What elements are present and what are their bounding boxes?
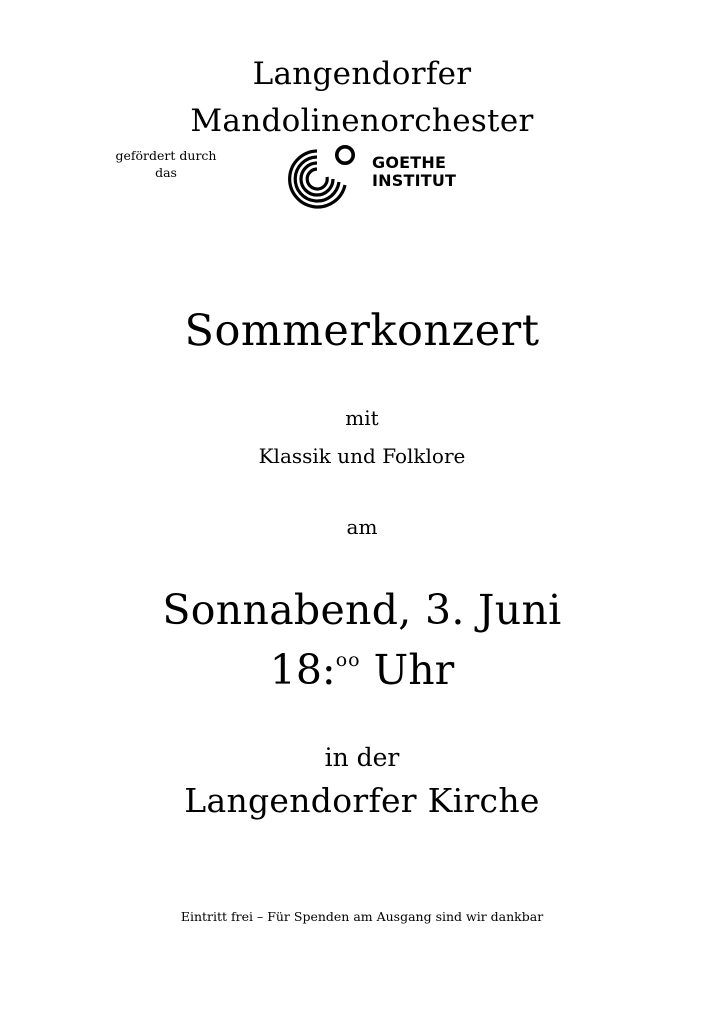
goethe-institut-logo-text	[372, 154, 456, 190]
sponsor-note-line-2: das	[155, 165, 177, 180]
event-date: Sonnabend, 3. Juni	[162, 586, 562, 634]
logo-text-line-1: GOETHE	[372, 153, 447, 172]
goethe-institut-logo-icon	[285, 141, 365, 213]
logo-text-line-2: INSTITUT	[372, 171, 457, 190]
event-in-label: in der	[324, 743, 400, 772]
event-time	[0, 646, 724, 694]
event-time-unit: Uhr	[373, 646, 455, 694]
organizer-name-line-1: Langendorfer	[252, 56, 472, 92]
sponsor-note-line-1: gefördert durch	[115, 148, 217, 163]
event-venue: Langendorfer Kirche	[184, 781, 540, 820]
organizer-name-line-2: Mandolinenorchester	[190, 103, 534, 139]
event-genre: Klassik und Folklore	[258, 444, 466, 468]
admission-note: Eintritt frei – Für Spenden am Ausgang sind wir dankbar	[180, 909, 544, 924]
event-title: Sommerkonzert	[184, 306, 540, 356]
event-time-hour: 18:	[269, 646, 336, 694]
goethe-institut-logo	[285, 141, 457, 213]
event-time-minutes: oo	[335, 649, 361, 671]
event-with-label: mit	[345, 406, 379, 430]
sponsor-note	[96, 147, 236, 181]
event-on-label: am	[346, 515, 378, 539]
